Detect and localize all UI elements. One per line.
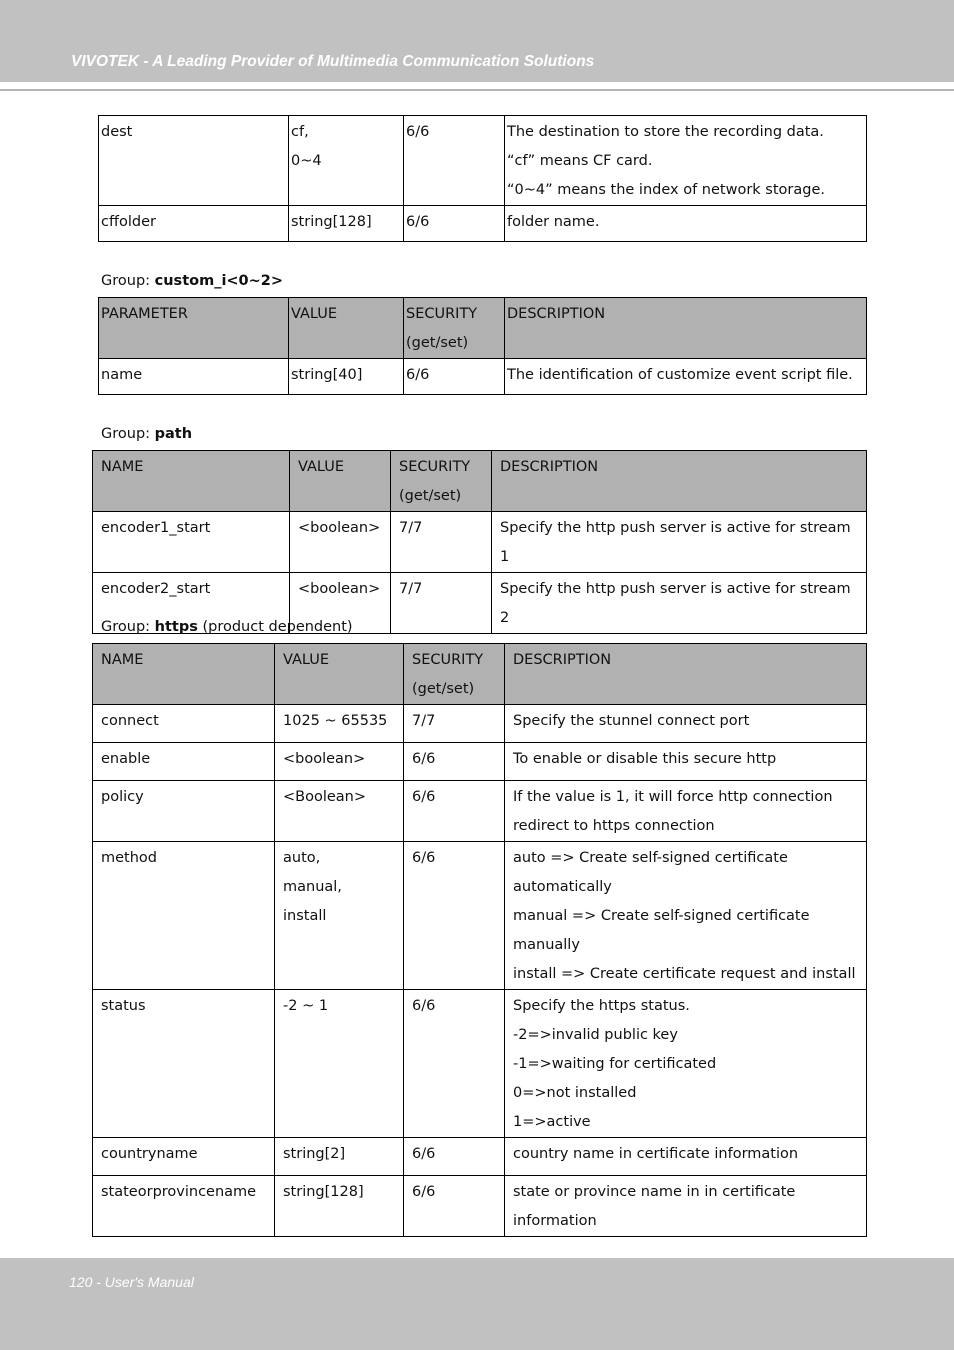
param-description: If the value is 1, it will force http connection redirect to https connection: [505, 781, 867, 842]
column-header: SECURITY (get/set): [404, 644, 505, 705]
page-footer: [0, 1258, 954, 1350]
path-table: [92, 450, 867, 634]
custom-table: [98, 297, 867, 395]
group-name: https: [154, 619, 198, 635]
page-number: 120 - User's Manual: [69, 1274, 194, 1290]
param-name: policy: [93, 781, 275, 842]
param-description: Specify the https status. -2=>invalid public key -1=>waiting for certificated 0=>not installed 1=>active: [505, 990, 867, 1138]
table-row: [93, 990, 867, 1138]
param-security: 6/6: [404, 116, 505, 206]
table-row: [99, 116, 867, 206]
group-heading-https: Group: https (product dependent): [101, 619, 353, 635]
param-description: The identification of customize event script file.: [505, 359, 867, 395]
param-value: string[128]: [275, 1176, 404, 1237]
param-name: cffolder: [99, 206, 289, 242]
param-name: stateorprovincename: [93, 1176, 275, 1237]
table-header-row: [93, 451, 867, 512]
table-row: [99, 359, 867, 395]
param-description: The destination to store the recording data. “cf” means CF card. “0~4” means the index of network storage.: [505, 116, 867, 206]
param-value: 1025 ~ 65535: [275, 705, 404, 743]
column-header: VALUE: [275, 644, 404, 705]
table-row: [93, 842, 867, 990]
param-description: Specify the stunnel connect port: [505, 705, 867, 743]
param-security: 6/6: [404, 743, 505, 781]
param-description: auto => Create self-signed certificate automatically manual => Create self-signed certificate manually install => Create certificate request and install: [505, 842, 867, 990]
column-header: NAME: [93, 451, 290, 512]
param-security: 6/6: [404, 781, 505, 842]
param-description: To enable or disable this secure http: [505, 743, 867, 781]
param-description: Specify the http push server is active for stream 1: [492, 512, 867, 573]
param-value: <boolean>: [290, 573, 391, 634]
param-value: <Boolean>: [275, 781, 404, 842]
param-value: -2 ~ 1: [275, 990, 404, 1138]
table-row: [99, 206, 867, 242]
param-value: <boolean>: [275, 743, 404, 781]
param-value: auto, manual, install: [275, 842, 404, 990]
param-value: string[2]: [275, 1138, 404, 1176]
header-divider: [0, 89, 954, 91]
param-description: folder name.: [505, 206, 867, 242]
table-row: [93, 705, 867, 743]
param-security: 6/6: [404, 1176, 505, 1237]
param-value: cf, 0~4: [289, 116, 404, 206]
table-row: [93, 1176, 867, 1237]
page-header: [0, 0, 954, 82]
table-row: [93, 512, 867, 573]
param-security: 6/6: [404, 206, 505, 242]
header-title: VIVOTEK - A Leading Provider of Multimedia Communication Solutions: [71, 53, 595, 70]
column-header: DESCRIPTION: [505, 298, 867, 359]
param-value: string[40]: [289, 359, 404, 395]
param-name: status: [93, 990, 275, 1138]
recording-table: [98, 115, 867, 242]
https-table: [92, 643, 867, 1237]
column-header: DESCRIPTION: [492, 451, 867, 512]
group-heading-path: Group: path: [101, 426, 193, 442]
param-name: encoder1_start: [93, 512, 290, 573]
group-name: custom_i<0~2>: [154, 273, 284, 289]
param-value: string[128]: [289, 206, 404, 242]
param-security: 6/6: [404, 842, 505, 990]
param-name: enable: [93, 743, 275, 781]
param-security: 7/7: [404, 705, 505, 743]
group-heading-custom: Group: custom_i<0~2>: [101, 273, 284, 289]
param-name: connect: [93, 705, 275, 743]
column-header: NAME: [93, 644, 275, 705]
column-header: DESCRIPTION: [505, 644, 867, 705]
table-row: [93, 781, 867, 842]
column-header: SECURITY (get/set): [404, 298, 505, 359]
param-name: dest: [99, 116, 289, 206]
table-header-row: [93, 644, 867, 705]
param-name: countryname: [93, 1138, 275, 1176]
column-header: VALUE: [290, 451, 391, 512]
param-security: 6/6: [404, 1138, 505, 1176]
param-name: method: [93, 842, 275, 990]
param-description: Specify the http push server is active for stream 2: [492, 573, 867, 634]
table-row: [93, 1138, 867, 1176]
param-security: 7/7: [391, 512, 492, 573]
table-row: [93, 743, 867, 781]
column-header: PARAMETER: [99, 298, 289, 359]
column-header: SECURITY (get/set): [391, 451, 492, 512]
param-description: state or province name in in certificate information: [505, 1176, 867, 1237]
group-name: path: [154, 426, 193, 442]
param-description: country name in certificate information: [505, 1138, 867, 1176]
table-header-row: [99, 298, 867, 359]
param-name: encoder2_start: [93, 573, 290, 634]
param-value: <boolean>: [290, 512, 391, 573]
param-security: 6/6: [404, 990, 505, 1138]
param-security: 6/6: [404, 359, 505, 395]
param-security: 7/7: [391, 573, 492, 634]
column-header: VALUE: [289, 298, 404, 359]
param-name: name: [99, 359, 289, 395]
